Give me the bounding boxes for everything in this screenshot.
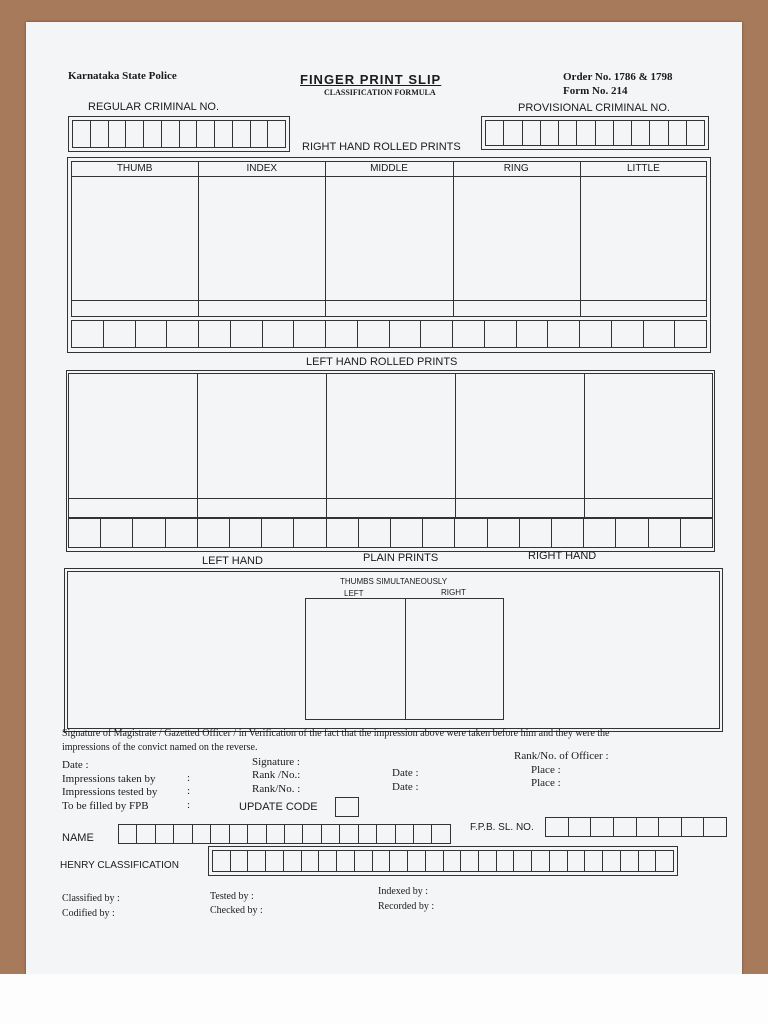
colon: : <box>187 772 191 784</box>
entry-cell[interactable] <box>251 121 269 147</box>
right-hand-print-cell[interactable] <box>198 177 325 297</box>
entry-cell[interactable] <box>268 121 285 147</box>
henry-classification-field[interactable] <box>212 850 674 872</box>
entry-cell[interactable] <box>486 121 504 145</box>
entry-cell[interactable] <box>355 851 373 871</box>
entry-cell[interactable] <box>302 851 320 871</box>
left-hand-label: LEFT HAND <box>202 555 263 567</box>
right-hand-print-cell[interactable] <box>71 177 198 297</box>
right-hand-print-cell[interactable] <box>453 177 580 297</box>
finger-column-header: RING <box>503 163 529 174</box>
entry-cell[interactable] <box>91 121 109 147</box>
entry-cell[interactable] <box>322 825 340 843</box>
left-hand-print-cell[interactable] <box>326 373 455 498</box>
tested-by-label: Tested by : <box>210 891 254 902</box>
entry-cell[interactable] <box>180 121 198 147</box>
entry-cell[interactable] <box>248 851 266 871</box>
left-hand-code-boxes[interactable] <box>68 518 713 548</box>
entry-cell[interactable] <box>69 519 101 547</box>
entry-cell[interactable] <box>213 851 231 871</box>
entry-cell[interactable] <box>552 519 584 547</box>
entry-cell[interactable] <box>514 851 532 871</box>
form-title: FINGER PRINT SLIP <box>300 72 442 87</box>
entry-cell[interactable] <box>704 818 726 836</box>
right-hand-bottom-divider <box>71 300 707 301</box>
entry-cell[interactable] <box>284 851 302 871</box>
entry-cell[interactable] <box>197 121 215 147</box>
entry-cell[interactable] <box>621 851 639 871</box>
entry-cell[interactable] <box>337 851 355 871</box>
finger-column-header: INDEX <box>246 163 278 174</box>
entry-cell[interactable] <box>639 851 657 871</box>
background <box>0 974 768 1024</box>
indexed-by-label: Indexed by : <box>378 886 428 897</box>
entry-cell[interactable] <box>72 321 104 347</box>
entry-cell[interactable] <box>327 519 359 547</box>
name-field[interactable] <box>118 824 451 844</box>
entry-cell[interactable] <box>231 321 263 347</box>
entry-cell[interactable] <box>215 121 233 147</box>
plain-prints-label: PLAIN PRINTS <box>363 552 439 564</box>
entry-cell[interactable] <box>559 121 577 145</box>
entry-cell[interactable] <box>614 121 632 145</box>
entry-cell[interactable] <box>126 121 144 147</box>
entry-cell[interactable] <box>144 121 162 147</box>
entry-cell[interactable] <box>391 519 423 547</box>
right-thumb-box[interactable] <box>405 598 504 720</box>
entry-cell[interactable] <box>432 825 449 843</box>
entry-cell[interactable] <box>231 851 249 871</box>
entry-cell[interactable] <box>119 825 137 843</box>
update-code-box[interactable] <box>335 797 359 817</box>
classified-by-label: Classified by : <box>62 893 120 904</box>
entry-cell[interactable] <box>650 121 668 145</box>
entry-cell[interactable] <box>167 321 199 347</box>
entry-cell[interactable] <box>359 519 391 547</box>
thumbs-right-label: RIGHT <box>441 588 466 597</box>
entry-cell[interactable] <box>479 851 497 871</box>
entry-cell[interactable] <box>656 851 673 871</box>
right-hand-print-cell[interactable] <box>580 177 707 297</box>
henry-classification-label: HENRY CLASSIFICATION <box>60 860 179 871</box>
date-label-3: Date : <box>392 781 419 793</box>
entry-cell[interactable] <box>687 121 704 145</box>
entry-cell[interactable] <box>497 851 515 871</box>
right-hand-code-boxes[interactable] <box>71 320 707 348</box>
entry-cell[interactable] <box>266 851 284 871</box>
entry-cell[interactable] <box>262 519 294 547</box>
entry-cell[interactable] <box>396 825 414 843</box>
colon: : <box>187 785 191 797</box>
entry-cell[interactable] <box>390 321 422 347</box>
fpb-sl-no-field[interactable] <box>545 817 727 837</box>
entry-cell[interactable] <box>569 818 592 836</box>
entry-cell[interactable] <box>137 825 155 843</box>
entry-cell[interactable] <box>156 825 174 843</box>
date-label-2: Date : <box>392 767 419 779</box>
entry-cell[interactable] <box>340 825 358 843</box>
form-subtitle: CLASSIFICATION FORMULA <box>324 88 436 97</box>
entry-cell[interactable] <box>285 825 303 843</box>
entry-cell[interactable] <box>584 519 616 547</box>
entry-cell[interactable] <box>550 851 568 871</box>
entry-cell[interactable] <box>248 825 266 843</box>
regular-criminal-no-label: REGULAR CRIMINAL NO. <box>88 101 220 113</box>
entry-cell[interactable] <box>580 321 612 347</box>
entry-cell[interactable] <box>517 321 549 347</box>
entry-cell[interactable] <box>193 825 211 843</box>
entry-cell[interactable] <box>211 825 229 843</box>
entry-cell[interactable] <box>230 519 262 547</box>
entry-cell[interactable] <box>523 121 541 145</box>
left-hand-print-cell[interactable] <box>455 373 584 498</box>
entry-cell[interactable] <box>166 519 198 547</box>
entry-cell[interactable] <box>423 519 455 547</box>
right-hand-print-cell[interactable] <box>325 177 452 297</box>
left-hand-print-cell[interactable] <box>197 373 326 498</box>
name-label: NAME <box>62 832 94 844</box>
provisional-criminal-no-field[interactable] <box>485 120 705 146</box>
entry-cell[interactable] <box>421 321 453 347</box>
to-be-filled-by-fpb-label: To be filled by FPB <box>62 800 149 812</box>
entry-cell[interactable] <box>294 519 326 547</box>
entry-cell[interactable] <box>109 121 127 147</box>
entry-cell[interactable] <box>616 519 648 547</box>
entry-cell[interactable] <box>414 825 432 843</box>
regular-criminal-no-field[interactable] <box>72 120 286 148</box>
entry-cell[interactable] <box>319 851 337 871</box>
order-number: Order No. 1786 & 1798 <box>563 71 673 83</box>
entry-cell[interactable] <box>649 519 681 547</box>
entry-cell[interactable] <box>453 321 485 347</box>
left-hand-bottom-divider <box>68 498 713 499</box>
update-code-label: UPDATE CODE <box>239 801 318 813</box>
checked-by-label: Checked by : <box>210 905 263 916</box>
impressions-taken-by-label: Impressions taken by <box>62 773 156 785</box>
colon: : <box>187 799 191 811</box>
entry-cell[interactable] <box>390 851 408 871</box>
entry-cell[interactable] <box>233 121 251 147</box>
entry-cell[interactable] <box>73 121 91 147</box>
entry-cell[interactable] <box>377 825 395 843</box>
provisional-criminal-no-label: PROVISIONAL CRIMINAL NO. <box>518 102 670 114</box>
left-hand-print-cell[interactable] <box>584 373 713 498</box>
codified-by-label: Codified by : <box>62 908 115 919</box>
entry-cell[interactable] <box>546 818 569 836</box>
entry-cell[interactable] <box>577 121 595 145</box>
entry-cell[interactable] <box>637 818 660 836</box>
entry-cell[interactable] <box>230 825 248 843</box>
entry-cell[interactable] <box>104 321 136 347</box>
place-label-1: Place : <box>531 764 561 776</box>
thumbs-simultaneously-label: THUMBS SIMULTANEOUSLY <box>340 577 448 586</box>
entry-cell[interactable] <box>632 121 650 145</box>
entry-cell[interactable] <box>596 121 614 145</box>
entry-cell[interactable] <box>358 321 390 347</box>
impressions-tested-by-label: Impressions tested by <box>62 786 158 798</box>
right-hand-label: RIGHT HAND <box>528 550 597 562</box>
entry-cell[interactable] <box>373 851 391 871</box>
entry-cell[interactable] <box>675 321 706 347</box>
entry-cell[interactable] <box>198 519 230 547</box>
signature-label: Signature : <box>252 756 300 768</box>
entry-cell[interactable] <box>408 851 426 871</box>
entry-cell[interactable] <box>682 818 705 836</box>
entry-cell[interactable] <box>303 825 321 843</box>
entry-cell[interactable] <box>326 321 358 347</box>
entry-cell[interactable] <box>520 519 552 547</box>
entry-cell[interactable] <box>532 851 550 871</box>
entry-cell[interactable] <box>426 851 444 871</box>
entry-cell[interactable] <box>174 825 192 843</box>
entry-cell[interactable] <box>568 851 586 871</box>
entry-cell[interactable] <box>101 519 133 547</box>
entry-cell[interactable] <box>263 321 295 347</box>
left-hand-rolled-label: LEFT HAND ROLLED PRINTS <box>306 356 458 368</box>
entry-cell[interactable] <box>162 121 180 147</box>
entry-cell[interactable] <box>603 851 621 871</box>
entry-cell[interactable] <box>504 121 522 145</box>
entry-cell[interactable] <box>136 321 168 347</box>
right-hand-rolled-label: RIGHT HAND ROLLED PRINTS <box>302 141 461 153</box>
date-label: Date : <box>62 759 89 771</box>
verification-statement-line1: Signature of Magistrate / Gazetted Officer / in Verification of the fact that the impression above were taken before him and they were the <box>62 728 610 739</box>
rank-no-label-2: Rank/No. : <box>252 783 301 795</box>
rank-no-label-1: Rank /No.: <box>252 769 301 781</box>
entry-cell[interactable] <box>461 851 479 871</box>
entry-cell[interactable] <box>359 825 377 843</box>
entry-cell[interactable] <box>541 121 559 145</box>
place-label-2: Place : <box>531 777 561 789</box>
entry-cell[interactable] <box>612 321 644 347</box>
entry-cell[interactable] <box>444 851 462 871</box>
form-number: Form No. 214 <box>563 85 628 97</box>
entry-cell[interactable] <box>267 825 285 843</box>
agency-name: Karnataka State Police <box>68 70 177 82</box>
entry-cell[interactable] <box>669 121 687 145</box>
left-hand-print-cell[interactable] <box>68 373 197 498</box>
finger-column-header: THUMB <box>116 163 153 174</box>
entry-cell[interactable] <box>485 321 517 347</box>
entry-cell[interactable] <box>548 321 580 347</box>
verification-statement-line2: impressions of the convict named on the reverse. <box>62 742 258 753</box>
entry-cell[interactable] <box>591 818 614 836</box>
entry-cell[interactable] <box>681 519 712 547</box>
entry-cell[interactable] <box>294 321 326 347</box>
entry-cell[interactable] <box>199 321 231 347</box>
entry-cell[interactable] <box>585 851 603 871</box>
thumbs-left-label: LEFT <box>344 589 364 598</box>
entry-cell[interactable] <box>659 818 682 836</box>
entry-cell[interactable] <box>644 321 676 347</box>
rank-no-officer-label: Rank/No. of Officer : <box>514 750 609 762</box>
left-thumb-box[interactable] <box>305 598 406 720</box>
finger-column-header: MIDDLE <box>370 163 408 174</box>
entry-cell[interactable] <box>614 818 637 836</box>
finger-column-header: LITTLE <box>626 163 660 174</box>
entry-cell[interactable] <box>133 519 165 547</box>
entry-cell[interactable] <box>455 519 487 547</box>
recorded-by-label: Recorded by : <box>378 901 435 912</box>
entry-cell[interactable] <box>488 519 520 547</box>
fpb-sl-no-label: F.P.B. SL. NO. <box>470 822 534 833</box>
